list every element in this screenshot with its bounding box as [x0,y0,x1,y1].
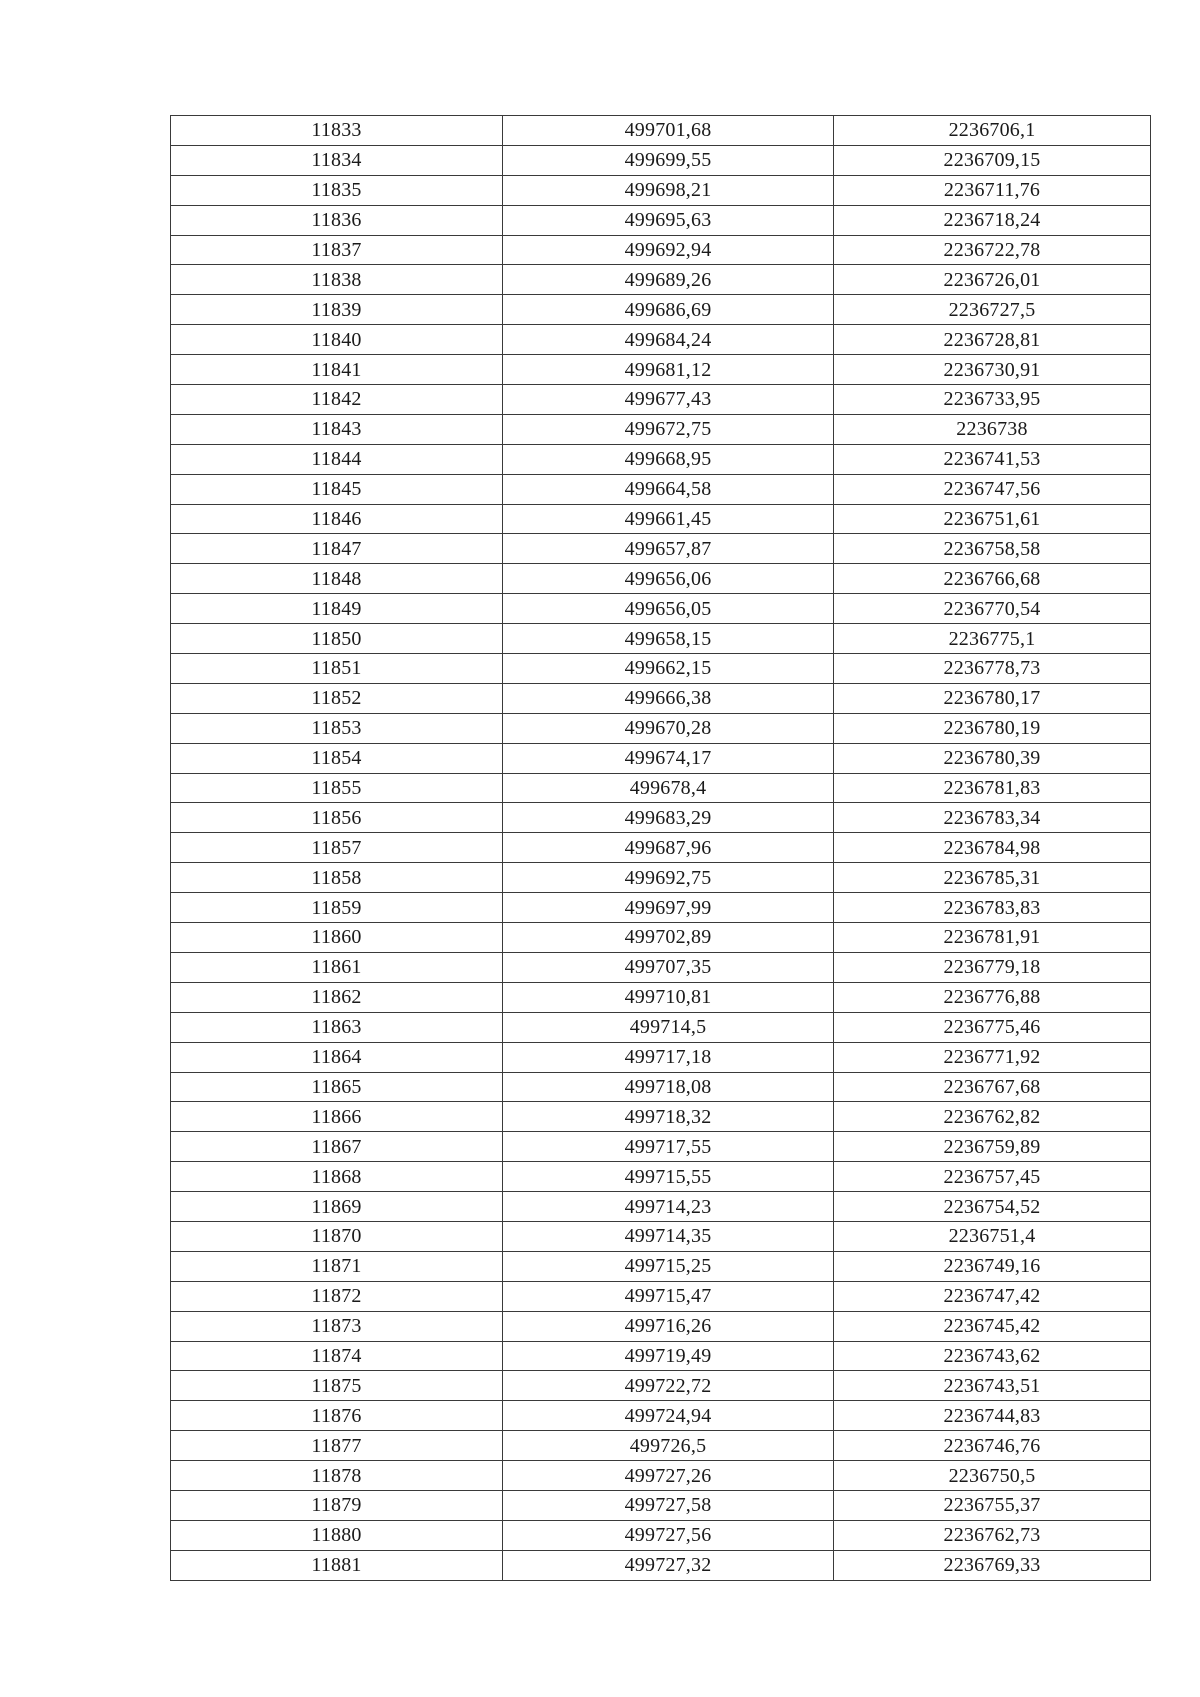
y-coordinate-cell: 2236727,5 [834,295,1151,325]
point-number-cell: 11836 [171,205,503,235]
y-coordinate-cell: 2236762,82 [834,1102,1151,1132]
x-coordinate-cell: 499656,05 [503,594,834,624]
y-coordinate-cell: 2236746,76 [834,1431,1151,1461]
point-number-cell: 11859 [171,893,503,923]
x-coordinate-cell: 499692,75 [503,863,834,893]
x-coordinate-cell: 499701,68 [503,116,834,146]
x-coordinate-cell: 499699,55 [503,145,834,175]
y-coordinate-cell: 2236706,1 [834,116,1151,146]
y-coordinate-cell: 2236726,01 [834,265,1151,295]
coordinates-table [170,115,1151,1581]
y-coordinate-cell: 2236733,95 [834,385,1151,415]
y-coordinate-cell: 2236757,45 [834,1162,1151,1192]
point-number-cell: 11864 [171,1042,503,1072]
y-coordinate-cell: 2236783,83 [834,893,1151,923]
y-coordinate-cell: 2236750,5 [834,1461,1151,1491]
y-coordinate-cell: 2236775,46 [834,1012,1151,1042]
point-number-cell: 11879 [171,1490,503,1520]
point-number-cell: 11868 [171,1162,503,1192]
x-coordinate-cell: 499670,28 [503,713,834,743]
table-row [171,1401,1151,1431]
y-coordinate-cell: 2236741,53 [834,444,1151,474]
y-coordinate-cell: 2236754,52 [834,1192,1151,1222]
table-row [171,504,1151,534]
y-coordinate-cell: 2236758,58 [834,534,1151,564]
point-number-cell: 11869 [171,1192,503,1222]
point-number-cell: 11854 [171,743,503,773]
point-number-cell: 11855 [171,773,503,803]
table-row [171,145,1151,175]
point-number-cell: 11880 [171,1520,503,1550]
point-number-cell: 11847 [171,534,503,564]
x-coordinate-cell: 499698,21 [503,175,834,205]
x-coordinate-cell: 499678,4 [503,773,834,803]
y-coordinate-cell: 2236743,51 [834,1371,1151,1401]
x-coordinate-cell: 499718,32 [503,1102,834,1132]
x-coordinate-cell: 499717,18 [503,1042,834,1072]
table-row [171,116,1151,146]
table-row [171,534,1151,564]
point-number-cell: 11878 [171,1461,503,1491]
point-number-cell: 11857 [171,833,503,863]
point-number-cell: 11837 [171,235,503,265]
x-coordinate-cell: 499687,96 [503,833,834,863]
table-row [171,235,1151,265]
point-number-cell: 11843 [171,414,503,444]
table-row [171,863,1151,893]
table-row [171,893,1151,923]
x-coordinate-cell: 499681,12 [503,355,834,385]
table-row [171,1520,1151,1550]
y-coordinate-cell: 2236718,24 [834,205,1151,235]
point-number-cell: 11867 [171,1132,503,1162]
table-row [171,205,1151,235]
table-row [171,923,1151,953]
x-coordinate-cell: 499715,55 [503,1162,834,1192]
y-coordinate-cell: 2236709,15 [834,145,1151,175]
table-row [171,1132,1151,1162]
x-coordinate-cell: 499715,25 [503,1251,834,1281]
y-coordinate-cell: 2236722,78 [834,235,1151,265]
point-number-cell: 11845 [171,474,503,504]
y-coordinate-cell: 2236762,73 [834,1520,1151,1550]
point-number-cell: 11842 [171,385,503,415]
y-coordinate-cell: 2236751,4 [834,1221,1151,1251]
y-coordinate-cell: 2236767,68 [834,1072,1151,1102]
x-coordinate-cell: 499727,56 [503,1520,834,1550]
x-coordinate-cell: 499722,72 [503,1371,834,1401]
point-number-cell: 11853 [171,713,503,743]
x-coordinate-cell: 499664,58 [503,474,834,504]
y-coordinate-cell: 2236766,68 [834,564,1151,594]
y-coordinate-cell: 2236743,62 [834,1341,1151,1371]
point-number-cell: 11875 [171,1371,503,1401]
point-number-cell: 11865 [171,1072,503,1102]
y-coordinate-cell: 2236781,91 [834,923,1151,953]
x-coordinate-cell: 499718,08 [503,1072,834,1102]
x-coordinate-cell: 499714,23 [503,1192,834,1222]
table-row [171,1221,1151,1251]
table-row [171,1311,1151,1341]
point-number-cell: 11870 [171,1221,503,1251]
table-row [171,474,1151,504]
x-coordinate-cell: 499714,5 [503,1012,834,1042]
point-number-cell: 11852 [171,683,503,713]
x-coordinate-cell: 499674,17 [503,743,834,773]
table-row [171,743,1151,773]
y-coordinate-cell: 2236769,33 [834,1550,1151,1580]
y-coordinate-cell: 2236738 [834,414,1151,444]
table-row [171,1192,1151,1222]
x-coordinate-cell: 499657,87 [503,534,834,564]
y-coordinate-cell: 2236770,54 [834,594,1151,624]
x-coordinate-cell: 499668,95 [503,444,834,474]
table-row [171,355,1151,385]
x-coordinate-cell: 499717,55 [503,1132,834,1162]
x-coordinate-cell: 499677,43 [503,385,834,415]
table-row [171,773,1151,803]
table-row [171,1431,1151,1461]
y-coordinate-cell: 2236785,31 [834,863,1151,893]
x-coordinate-cell: 499719,49 [503,1341,834,1371]
point-number-cell: 11874 [171,1341,503,1371]
table-row [171,982,1151,1012]
y-coordinate-cell: 2236730,91 [834,355,1151,385]
point-number-cell: 11863 [171,1012,503,1042]
point-number-cell: 11861 [171,952,503,982]
table-row [171,1341,1151,1371]
point-number-cell: 11840 [171,325,503,355]
table-row [171,803,1151,833]
table-row [171,1490,1151,1520]
table-row [171,1251,1151,1281]
y-coordinate-cell: 2236751,61 [834,504,1151,534]
table-row [171,444,1151,474]
y-coordinate-cell: 2236784,98 [834,833,1151,863]
y-coordinate-cell: 2236771,92 [834,1042,1151,1072]
y-coordinate-cell: 2236775,1 [834,624,1151,654]
point-number-cell: 11881 [171,1550,503,1580]
x-coordinate-cell: 499661,45 [503,504,834,534]
table-row [171,175,1151,205]
table-row [171,683,1151,713]
table-row [171,385,1151,415]
table-row [171,564,1151,594]
x-coordinate-cell: 499714,35 [503,1221,834,1251]
point-number-cell: 11844 [171,444,503,474]
x-coordinate-cell: 499716,26 [503,1311,834,1341]
table-row [171,265,1151,295]
point-number-cell: 11841 [171,355,503,385]
y-coordinate-cell: 2236780,17 [834,683,1151,713]
table-row [171,1012,1151,1042]
y-coordinate-cell: 2236755,37 [834,1490,1151,1520]
table-row [171,1072,1151,1102]
x-coordinate-cell: 499684,24 [503,325,834,355]
y-coordinate-cell: 2236779,18 [834,952,1151,982]
y-coordinate-cell: 2236781,83 [834,773,1151,803]
x-coordinate-cell: 499702,89 [503,923,834,953]
y-coordinate-cell: 2236780,19 [834,713,1151,743]
x-coordinate-cell: 499715,47 [503,1281,834,1311]
point-number-cell: 11846 [171,504,503,534]
y-coordinate-cell: 2236744,83 [834,1401,1151,1431]
point-number-cell: 11860 [171,923,503,953]
y-coordinate-cell: 2236747,42 [834,1281,1151,1311]
table-row [171,1550,1151,1580]
y-coordinate-cell: 2236778,73 [834,654,1151,684]
table-row [171,952,1151,982]
y-coordinate-cell: 2236749,16 [834,1251,1151,1281]
y-coordinate-cell: 2236747,56 [834,474,1151,504]
table-row [171,713,1151,743]
y-coordinate-cell: 2236783,34 [834,803,1151,833]
table-row [171,414,1151,444]
table-row [171,833,1151,863]
point-number-cell: 11835 [171,175,503,205]
y-coordinate-cell: 2236728,81 [834,325,1151,355]
x-coordinate-cell: 499662,15 [503,654,834,684]
x-coordinate-cell: 499697,99 [503,893,834,923]
table-row [171,1042,1151,1072]
point-number-cell: 11849 [171,594,503,624]
x-coordinate-cell: 499672,75 [503,414,834,444]
point-number-cell: 11834 [171,145,503,175]
x-coordinate-cell: 499658,15 [503,624,834,654]
x-coordinate-cell: 499666,38 [503,683,834,713]
point-number-cell: 11858 [171,863,503,893]
y-coordinate-cell: 2236776,88 [834,982,1151,1012]
y-coordinate-cell: 2236745,42 [834,1311,1151,1341]
point-number-cell: 11856 [171,803,503,833]
table-row [171,1162,1151,1192]
table-row [171,624,1151,654]
x-coordinate-cell: 499686,69 [503,295,834,325]
point-number-cell: 11873 [171,1311,503,1341]
point-number-cell: 11833 [171,116,503,146]
point-number-cell: 11877 [171,1431,503,1461]
x-coordinate-cell: 499727,58 [503,1490,834,1520]
x-coordinate-cell: 499724,94 [503,1401,834,1431]
x-coordinate-cell: 499695,63 [503,205,834,235]
table-row [171,1461,1151,1491]
table-row [171,325,1151,355]
table-row [171,295,1151,325]
table-row [171,1371,1151,1401]
table-row [171,1281,1151,1311]
coordinates-table-body [171,116,1151,1581]
point-number-cell: 11872 [171,1281,503,1311]
x-coordinate-cell: 499727,32 [503,1550,834,1580]
y-coordinate-cell: 2236759,89 [834,1132,1151,1162]
x-coordinate-cell: 499727,26 [503,1461,834,1491]
y-coordinate-cell: 2236711,76 [834,175,1151,205]
table-row [171,1102,1151,1132]
x-coordinate-cell: 499707,35 [503,952,834,982]
point-number-cell: 11848 [171,564,503,594]
y-coordinate-cell: 2236780,39 [834,743,1151,773]
point-number-cell: 11839 [171,295,503,325]
x-coordinate-cell: 499683,29 [503,803,834,833]
table-row [171,654,1151,684]
x-coordinate-cell: 499689,26 [503,265,834,295]
x-coordinate-cell: 499692,94 [503,235,834,265]
point-number-cell: 11871 [171,1251,503,1281]
point-number-cell: 11838 [171,265,503,295]
point-number-cell: 11851 [171,654,503,684]
x-coordinate-cell: 499710,81 [503,982,834,1012]
x-coordinate-cell: 499656,06 [503,564,834,594]
point-number-cell: 11866 [171,1102,503,1132]
point-number-cell: 11850 [171,624,503,654]
table-row [171,594,1151,624]
point-number-cell: 11876 [171,1401,503,1431]
point-number-cell: 11862 [171,982,503,1012]
x-coordinate-cell: 499726,5 [503,1431,834,1461]
